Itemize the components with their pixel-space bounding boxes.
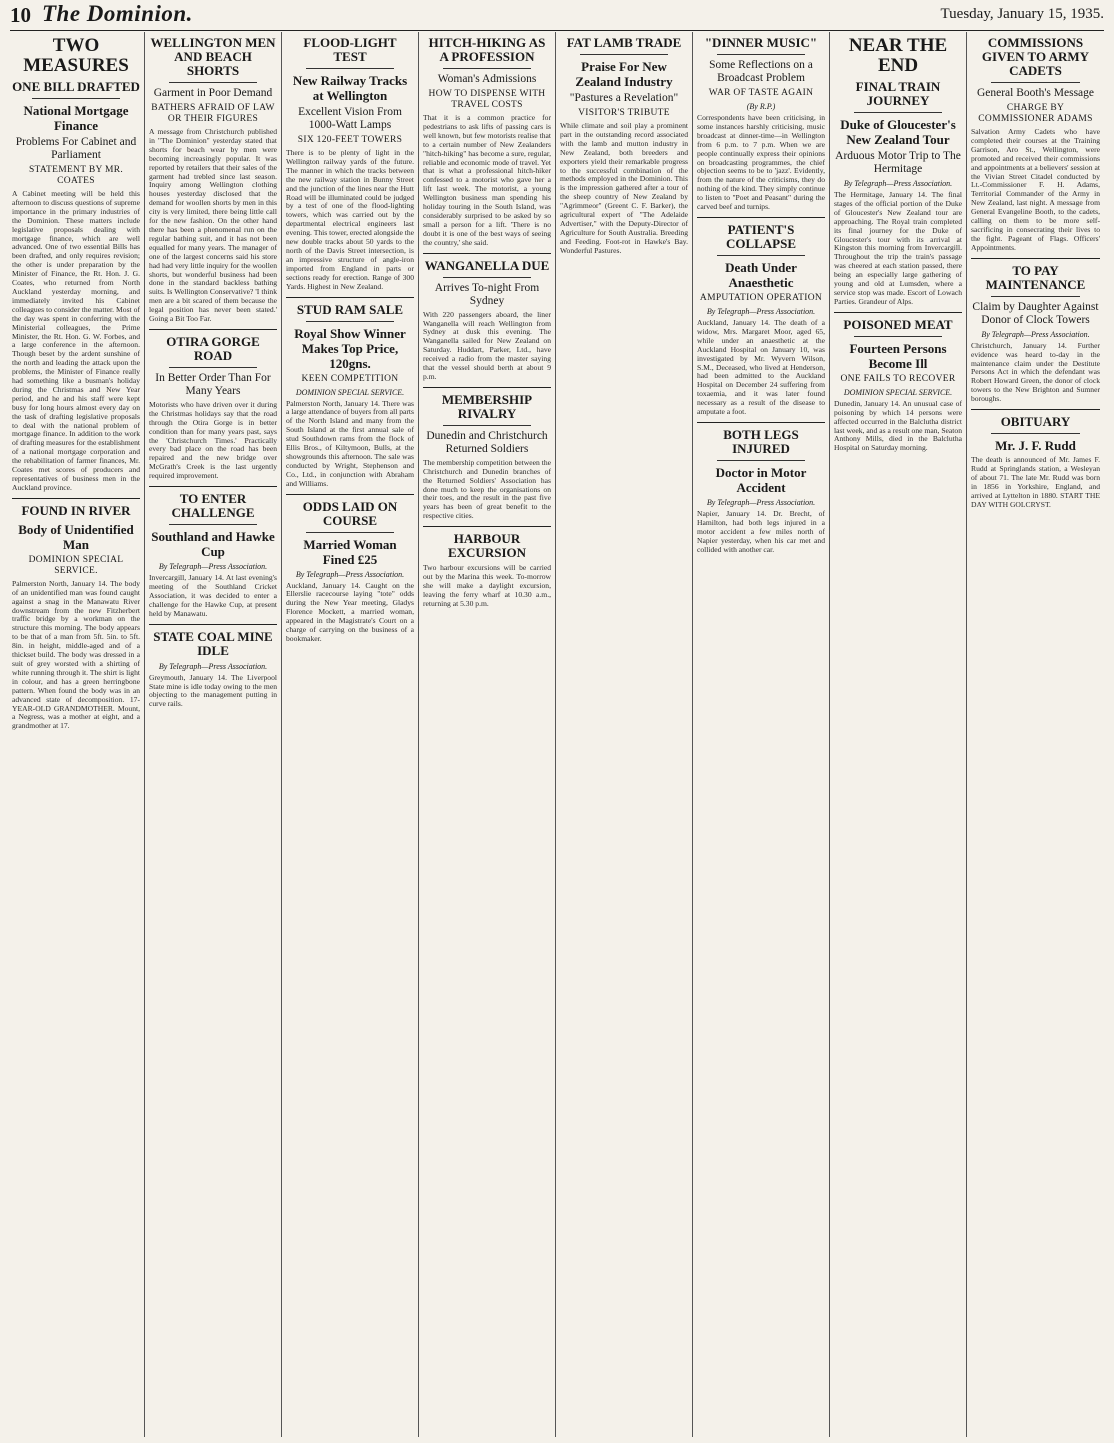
kicker: STATEMENT BY MR. COATES	[28, 165, 124, 186]
headline: WELLINGTON MEN AND BEACH SHORTS	[150, 35, 276, 78]
column-5	[556, 32, 693, 1437]
headline-rule	[991, 82, 1080, 83]
headline-rule	[580, 54, 668, 55]
headline: NEAR THE END	[848, 35, 948, 76]
column-3	[282, 32, 419, 1437]
column-1	[8, 32, 145, 1437]
article-divider	[971, 258, 1100, 259]
headline-rule	[717, 255, 805, 256]
newspaper-name: The Dominion.	[42, 1, 193, 26]
kicker: AMPUTATION OPERATION	[699, 292, 823, 303]
headline-rule	[991, 296, 1080, 297]
article-body: Napier, January 14. Dr. Brecht, of Hamilton, had both legs injured in a motor accident a few miles north of Napier yesterday, when his car met and collided with another car.	[697, 508, 825, 554]
headline: FOUND IN RIVER	[21, 502, 131, 518]
article-divider	[286, 494, 414, 495]
column-7	[830, 32, 967, 1437]
subheadline: Mr. J. F. Rudd	[995, 438, 1076, 454]
article-divider	[149, 486, 277, 487]
article-body: While climate and soil play a prominent part in the outstanding record associated with the lamb and mutton industry in New Zealand, both breeders and exporters yield their remarkable progress to the successful combination of the methods employed in the Dominion. This is the impression gathered after a tour of the sheep country of New Zealand by "Agrimmeor" (Greent C. F. Barker), the agricultural expert of "The Adelaide Advertiser," with the Deputy-Director of Agriculture for South Australia. Breeding and Feeding. Foot-rot in Hawke's Bay. Wonderful Pastures.	[560, 121, 688, 255]
article	[12, 36, 140, 493]
article-body: That it is a common practice for pedestrians to ask lifts of passing cars is well known, but few motorists realise that to a certain number of New Zealanders "hitch-hiking" has become a sure, regular, reliable and economic mode of travel. Yet that is what a professional hitch-hiker confessed to a motorist who gave her a lift last week. The motorist, a young Wellington business man spending his holiday touring in the South Island, was considerably surprised to be asked by so small a person for a lift. 'There is no doubt it is one of the best ways of seeing the country,' she said.	[423, 113, 551, 247]
article-body: A message from Christchurch published in "The Dominion" yesterday stated that shorts for beach wear by men were becoming increasingly popular. It was reported by retailers that their sales of the garment had trebled since last season. Inquiry among Wellington clothing houses yesterday disclosed that the demand for woollen shorts by men in this city is very limited, there being little call for the new fashion. On the other hand there has been a phenomenal run on the regular bathing suit, and it has not been equalled for many years. The manager of one of the largest concerns said his store had had very little inquiry for the woollen shorts, but wonderful business had been done in the standard backless bathing suits. Is Wellington Conservative? 'I think men are a bit scared of them because the legal position has never been stated.' Going a Bit Too Far.	[149, 127, 277, 324]
article-body: Correspondents have been criticising, in some instances harshly criticising, music broadcast at dinner-time—in Wellington from 6 p.m. to 7 p.m. When we are people continually express their opinions on broadcasting programmes, the chief objection seems to be to 'jazz'. Evidently, from the nature of the criticisms, they do nothing of the kind. They simply continue to listen to "Poet and Peasant" during the carved beef and turnips.	[697, 113, 825, 212]
headline: STUD RAM SALE	[296, 301, 404, 317]
article-body: Invercargill, January 14. At last evening's meeting of the Southland Cricket Association, it was decided to enter a challenge for the Hawke Cup, at present held by Manawatu.	[149, 573, 277, 618]
subheadline: Death Under Anaesthetic	[725, 259, 797, 290]
subheadline: Duke of Gloucester's New Zealand Tour	[840, 117, 956, 147]
article	[697, 422, 825, 555]
byline: (By R.P.)	[746, 102, 776, 111]
article-divider	[834, 312, 962, 313]
headline: HITCH-HIKING AS A PROFESSION	[428, 35, 546, 64]
article-divider	[423, 253, 551, 254]
column-8	[967, 32, 1104, 1437]
headline: WANGANELLA DUE	[424, 257, 550, 273]
headline: FAT LAMB TRADE	[566, 35, 682, 50]
headline-rule	[306, 532, 394, 533]
headline-rule	[854, 112, 942, 113]
deck: General Booth's Message	[976, 87, 1095, 99]
byline: By Telegraph—Press Association.	[158, 562, 268, 572]
article-divider	[149, 624, 277, 625]
byline: By Telegraph—Press Association.	[981, 329, 1090, 339]
deck: Woman's Admissions	[437, 73, 537, 85]
article-divider	[286, 297, 414, 298]
article	[971, 258, 1100, 404]
headline-rule	[717, 54, 805, 55]
kicker: WAR OF TASTE AGAIN	[708, 88, 814, 98]
deck: Some Reflections on a Broadcast Problem	[709, 59, 813, 84]
deck: Dunedin and Christchurch Returned Soldiers	[426, 429, 548, 455]
headline: OBITUARY	[1000, 414, 1071, 430]
kicker: SIX 120-FEET TOWERS	[297, 135, 403, 145]
deck: "Pastures a Revelation"	[569, 92, 679, 104]
article-body: A Cabinet meeting will be held this afternoon to discuss questions of supreme importance in the primary industries of the Dominion. These matters include legislative proposals dealing with mortgage finance, which are well advanced. One of two essential Bills has been drafted, and only requires revision; the other is under preparation by the Minister of Finance, the Rt. Hon. J. G. Coates, who returned from North Auckland yesterday morning, and immediately invited his Cabinet colleagues to consider the matter. Most of the day was spent in conferring with the Ministerial colleagues, the Prime Minister, the Rt. Hon. G. W. Forbes, and a large conference in the afternoon. Though beset by the ardent sunshine of the north and leading the attack upon the problems, the Minister of Finance really had something like a busman's holiday during the Christmas and New Year period, and he and his staff were kept busy for long hours almost every day on the task of drafting legislative proposals to deal with the national problem of mortgage finance. In addition to the work of drafting measures for the establishment of a national mortgage corporation and the rehabilitation of farmer finances, Mr. Coates met scores of producers and representatives of business men in the Auckland province.	[12, 189, 140, 492]
article-body: Palmerston North, January 14. The body of an unidentified man was found caught against a snag in the Manawatu River downstream from the new Fitzherbert traffic bridge by a workman on the structure this morning. The body appears to be that of a man from 5ft. 5in. to 5ft. 8in. in height, middle-aged and of a thickset build. The body was dressed in a suit of grey worsted with a shirting of white running through it. The shirt is light in colour, and has a green herringbone pattern. When found the body was in an advanced state of decomposition. 17-YEAR-OLD GRANDMOTHER. Mount, a Negress, was a mother at eight, and a grandmother at 17.	[12, 578, 140, 731]
article	[149, 624, 277, 710]
headline: OTIRA GORGE ROAD	[166, 333, 260, 363]
headline: BOTH LEGS INJURED	[723, 426, 799, 456]
article	[971, 409, 1100, 509]
headline: "DINNER MUSIC"	[704, 35, 818, 50]
byline: DOMINION SPECIAL SERVICE.	[295, 387, 405, 397]
headline: STATE COAL MINE IDLE	[153, 628, 273, 658]
deck: Arrives To-night From Sydney	[434, 281, 540, 307]
deck: Problems For Cabinet and Parliament	[15, 136, 137, 161]
headline-rule	[169, 82, 257, 83]
article-body: Christchurch, January 14. Further evidence was heard to-day in the maintenance claim under the Destitute Persons Act in which the defendant was Robert Howard Green, the donor of clock towers to the New Brighton and Sumner boroughs.	[971, 340, 1100, 404]
article-body: The death is announced of Mr. James F. Rudd at Springlands station, a Wesleyan of about 71. The late Mr. Rudd was born in 1856 in Yorkshire, England, and arrived at Lyttelton in 1880. START THE DAY WITH GOLCRYST.	[971, 455, 1100, 509]
byline: By Telegraph—Press Association.	[295, 569, 405, 579]
subheadline: Praise For New Zealand Industry	[575, 59, 673, 89]
kicker: ONE FAILS TO RECOVER	[840, 373, 956, 384]
subheadline: Doctor in Motor Accident	[715, 464, 807, 495]
article-divider	[423, 526, 551, 527]
article	[971, 36, 1100, 253]
article-divider	[423, 387, 551, 388]
article-body: The membership competition between the Christchurch and Dunedin branches of the Returned Soldiers' Association has done much to keep the organisations on their toes, and the result in the past five years has been of great benefit to the respective cities.	[423, 457, 551, 521]
headline: ODDS LAID ON COURSE	[302, 498, 398, 528]
article-divider	[149, 329, 277, 330]
byline: By Telegraph—Press Association.	[706, 497, 816, 507]
article-divider	[12, 498, 140, 499]
article	[560, 36, 688, 256]
article-body: With 220 passengers aboard, the liner Wanganella will reach Wellington from Sydney at dusk this evening. The Wanganella sailed for New Zealand on Saturday. Huddart, Parker, Ltd., have received a radio from the master saying that the vessel should berth at about 9 p.m.	[423, 309, 551, 381]
kicker: HOW TO DISPENSE WITH TRAVEL COSTS	[428, 89, 546, 110]
headline: FLOOD-LIGHT TEST	[303, 35, 397, 64]
article	[149, 486, 277, 619]
masthead	[10, 0, 1104, 31]
deck: In Better Order Than For Many Years	[155, 371, 271, 397]
byline: By Telegraph—Press Association.	[843, 179, 953, 188]
deck: Excellent Vision From 1000-Watt Lamps	[298, 106, 402, 131]
kicker: VISITOR'S TRIBUTE	[578, 108, 670, 118]
article-divider	[971, 409, 1100, 410]
issue-date: Tuesday, January 15, 1935.	[940, 6, 1104, 22]
article	[423, 36, 551, 248]
article	[423, 387, 551, 521]
article-body: There is to be plenty of light in the Wellington railway yards of the future. The manner in which the tracks between the new railway station in Bunny Street and the junction of the lines near the Hutt Road will be illuminated could be judged by a test of one of the flood-lighting towers, which was carried out by the departmental electrical engineers last evening. This tower, erected alongside the new double tracks about 50 yards to the north of the Davis Street intersection, is an impressive structure of angle-iron imported from England in parts or sections ready for erection. Range of 300 Yards. Highest in New Zealand.	[286, 148, 414, 291]
article	[286, 297, 414, 489]
headline: HARBOUR EXCURSION	[447, 531, 526, 561]
headline-rule	[717, 460, 805, 461]
subheadline: Southland and Hawke Cup	[151, 529, 275, 560]
byline: DOMINION SPECIAL SERVICE.	[843, 387, 953, 397]
article-body: Auckland, January 14. Caught on the Ellerslie racecourse laying "tote" odds during the New Year meeting, Gladys Florence Mockett, a married woman, appeared in the Magistrate's Court on a charge of carrying on the business of a bookmaker.	[286, 580, 414, 643]
headline-rule	[443, 277, 531, 278]
headline-rule	[169, 524, 257, 525]
headline: POISONED MEAT	[843, 316, 953, 332]
headline-rule	[32, 98, 120, 99]
headline: MEMBERSHIP RIVALRY	[441, 391, 533, 421]
subheadline: Married Woman Fined £25	[303, 536, 397, 567]
kicker: BATHERS AFRAID OF LAW OR THEIR FIGURES	[151, 103, 275, 124]
article-body: Dunedin, January 14. An unusual case of poisoning by which 14 persons were affected occurred in the Balclutha district last week, and as a result one man, Seaton Anthony Mills, died in the Balclutha Hospital on Saturday morning.	[834, 398, 962, 453]
deck: Arduous Motor Trip to The Hermitage	[835, 150, 961, 175]
headline-rule	[306, 321, 394, 322]
article	[423, 253, 551, 382]
headline: TWO MEASURES	[23, 35, 129, 76]
headline-rule	[991, 433, 1080, 434]
deck: Claim by Daughter Against Donor of Clock Towers	[972, 300, 1099, 326]
byline: By Telegraph—Press Association.	[158, 661, 268, 671]
article	[834, 36, 962, 307]
article	[149, 329, 277, 481]
article-divider	[697, 422, 825, 423]
headline: TO PAY MAINTENANCE	[985, 262, 1086, 292]
article	[423, 526, 551, 609]
article-body: Two harbour excursions will be carried out by the Marina this week. To-morrow she will make a daylight excursion, leaving the ferry wharf at 10.30 a.m., returning at 5.30 p.m.	[423, 563, 551, 608]
article	[286, 494, 414, 644]
byline: By Telegraph—Press Association.	[706, 306, 816, 316]
article-body: Salvation Army Cadets who have completed their courses at the Training Garrison, Aro St., Wellington, were promoted and received their commissions and appointments at a believers' session at the Vivian Street Citadel conducted by Lt.-Commissioner F. H. Adams, Territorial Commander of the Army in New Zealand, last night. A message from General Evangeline Booth, to the cadets, calling on them to be more self-sacrificing in consecrating their lives to the fight. Pageant of Flags. Officers' Appointments.	[971, 127, 1100, 252]
article-body: Motorists who have driven over it during the Christmas holidays say that the road through the Otira Gorge is in better condition than for many years past, says the 'Christchurch Times.' Practically every bad place on the road has been repaired and the new bridge over McGrath's Creek is the last urgently required improvement.	[149, 399, 277, 481]
kicker: KEEN COMPETITION	[301, 373, 399, 384]
column-4	[419, 32, 556, 1437]
article	[697, 36, 825, 212]
subheadline: Body of Unidentified Man	[18, 521, 134, 552]
subheadline: New Railway Tracks at Wellington	[292, 73, 408, 103]
headline-rule	[169, 367, 257, 368]
subheadline: National Mortgage Finance	[23, 103, 129, 133]
headline-rule	[443, 425, 531, 426]
headline-rule	[854, 336, 942, 337]
headline: PATIENT'S COLLAPSE	[725, 221, 797, 251]
column-2	[145, 32, 282, 1437]
article	[12, 498, 140, 731]
column-6	[693, 32, 830, 1437]
headline: ONE BILL DRAFTED	[12, 79, 140, 94]
subheadline: Fourteen Persons Become Ill	[849, 340, 947, 371]
headline: TO ENTER CHALLENGE	[171, 491, 255, 521]
page-columns	[8, 32, 1106, 1437]
headline-rule	[306, 68, 394, 69]
headline: COMMISSIONS GIVEN TO ARMY CADETS	[981, 35, 1090, 78]
kicker: DOMINION SPECIAL SERVICE.	[28, 554, 124, 576]
article-body: Palmerston North, January 14. There was a large attendance of buyers from all parts of the North Island and many from the South Island at the first annual sale of stud Southdown rams from the flock of Ellis Bros., of Kiltymoon, Bulls, at the showgrounds this afternoon. The sale was conducted by Wright, Stephenson and Co., Ltd., in conjunction with Abraham and Williams.	[286, 398, 414, 488]
kicker: CHARGE BY COMMISSIONER ADAMS	[978, 103, 1093, 124]
subheadline: Royal Show Winner Makes Top Price, 120gns.	[294, 325, 406, 371]
page-number: 10	[10, 3, 31, 27]
article-body: Auckland, January 14. The death of a widow, Mrs. Margaret Moor, aged 65, while under an anaesthetic at the Auckland Hospital on January 10, was investigated by Mr. Wyvern Wilson, S.M., Deceased, who lived at Henderson, had been admitted to the Auckland Hospital on December 24 suffering from toxaemia, and it was later found necessary as a result of the disease to amputate a foot.	[697, 317, 825, 417]
article	[149, 36, 277, 324]
deck: Garment in Poor Demand	[153, 87, 273, 99]
article	[834, 312, 962, 453]
article-body: The Hermitage, January 14. The final stages of the official portion of the Duke of Gloucester's New Zealand tour are approaching. The Royal train completed its final journey for the Duke of Gloucester's tour with its arrival at Kingston this morning from Invercargill. Throughout the trip the train's passage was cheered at each station passed, there being an especially large gathering of young and old at Lumsden, where a service stop was made. Escort of Lowach Parties. Grandeur of Alps.	[834, 190, 962, 306]
headline-rule	[443, 68, 531, 69]
article	[697, 217, 825, 417]
headline: FINAL TRAIN JOURNEY	[855, 79, 941, 108]
article-body: Greymouth, January 14. The Liverpool State mine is idle today owing to the men objecting to the management putting in curve rails.	[149, 672, 277, 709]
article-divider	[697, 217, 825, 218]
article	[286, 36, 414, 292]
